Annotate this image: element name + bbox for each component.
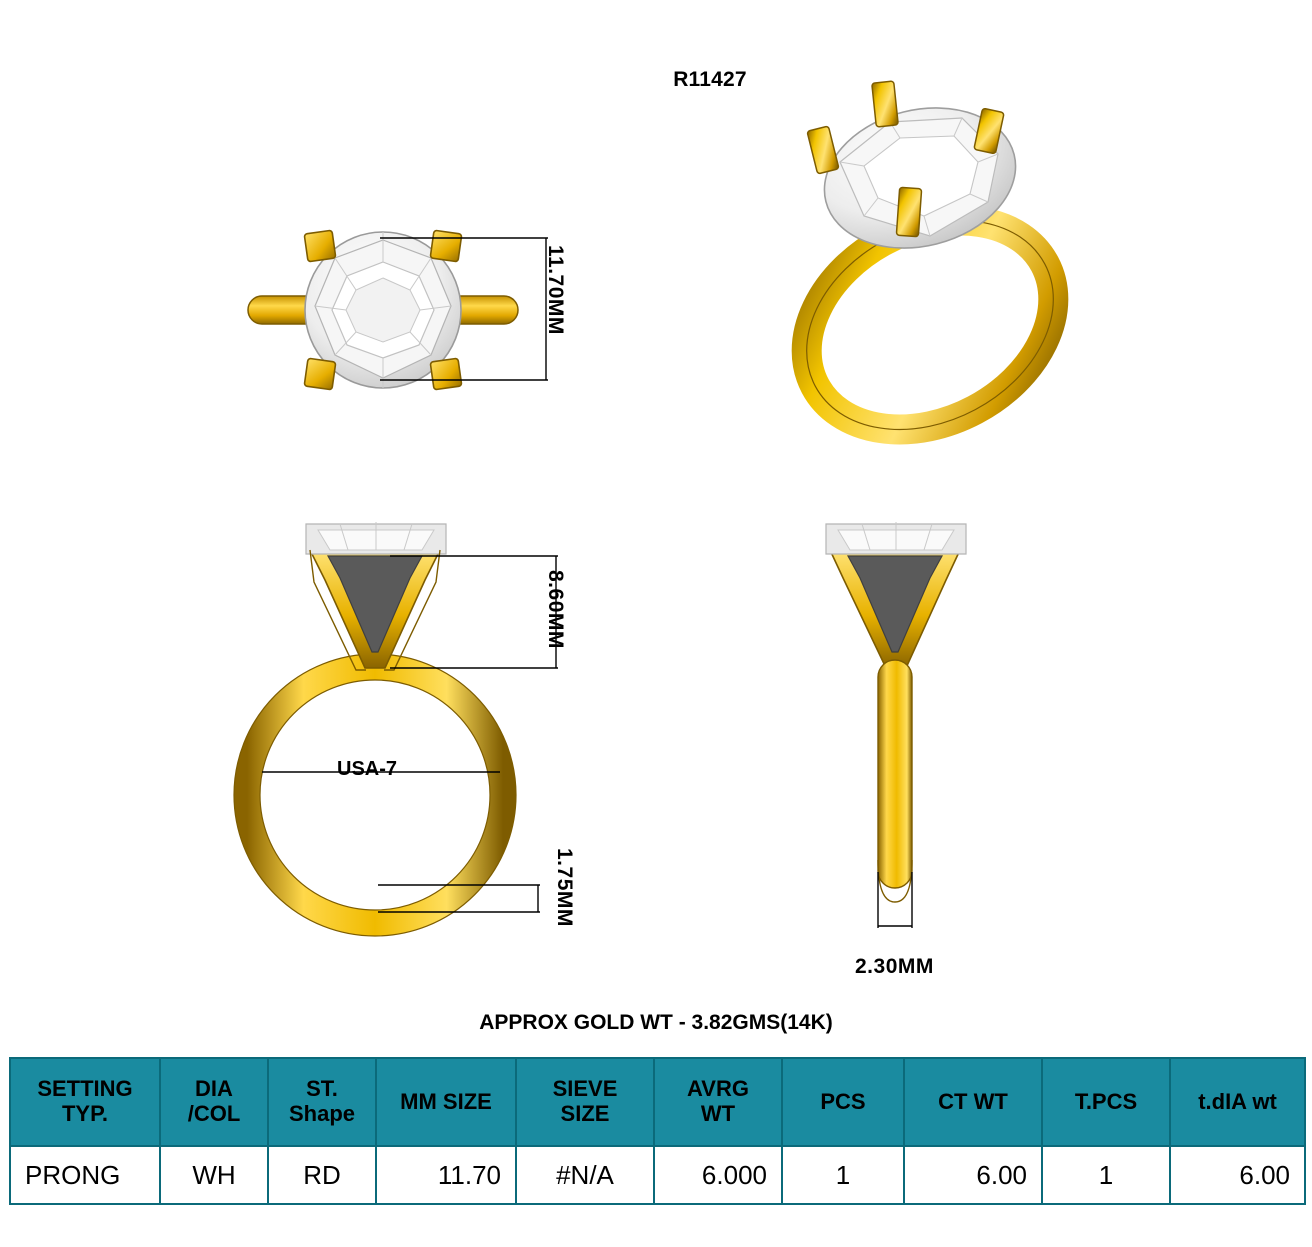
column-header-t-dia-wt: t.dIA wt	[1170, 1058, 1305, 1146]
cell-avrg-wt: 6.000	[654, 1146, 782, 1204]
column-header-avrg-wt: AVRG WT	[654, 1058, 782, 1146]
side-view-svg	[770, 520, 1070, 990]
cell-setting-type: PRONG	[10, 1146, 160, 1204]
table-row	[10, 1146, 1305, 1204]
cell-sieve-size: #N/A	[516, 1146, 654, 1204]
column-header-pcs: PCS	[782, 1058, 904, 1146]
cell-st-shape: RD	[268, 1146, 376, 1204]
approx-gold-weight-label: APPROX GOLD WT - 3.82GMS(14K)	[479, 1011, 833, 1034]
front-view-svg	[210, 520, 660, 980]
column-header-mm-size: MM SIZE	[376, 1058, 516, 1146]
setting-side	[826, 522, 966, 668]
table-header-row	[10, 1058, 1305, 1146]
page-title: R11427	[673, 68, 747, 91]
band-front	[234, 654, 516, 936]
cell-dia-col: WH	[160, 1146, 268, 1204]
column-header-sieve-size: SIEVE SIZE	[516, 1058, 654, 1146]
dimension-band-thickness: 1.75MM	[553, 848, 576, 927]
front-view-drawing	[210, 520, 660, 980]
column-header-st-shape: ST. Shape	[268, 1058, 376, 1146]
cell-mm-size: 11.70	[376, 1146, 516, 1204]
ring-size-label: USA-7	[337, 758, 398, 780]
dimension-stone-width: 11.70MM	[544, 245, 567, 335]
band-side	[878, 660, 912, 902]
column-header-dia-col: DIA /COL	[160, 1058, 268, 1146]
cell-t-pcs: 1	[1042, 1146, 1170, 1204]
top-view-svg	[210, 200, 630, 480]
cell-t-dia-wt: 6.00	[1170, 1146, 1305, 1204]
cell-ct-wt: 6.00	[904, 1146, 1042, 1204]
column-header-setting-type: SETTING TYP.	[10, 1058, 160, 1146]
perspective-view-svg	[740, 70, 1140, 490]
top-view-drawing	[210, 200, 630, 480]
cell-pcs: 1	[782, 1146, 904, 1204]
column-header-t-pcs: T.PCS	[1042, 1058, 1170, 1146]
setting-front	[306, 522, 446, 670]
side-view-drawing	[770, 520, 1070, 990]
dimension-stone-height: 8.60MM	[544, 570, 567, 649]
perspective-view-drawing	[740, 70, 1140, 490]
column-header-ct-wt: CT WT	[904, 1058, 1042, 1146]
specification-table	[9, 1057, 1306, 1205]
dimension-band-width: 2.30MM	[855, 955, 934, 978]
